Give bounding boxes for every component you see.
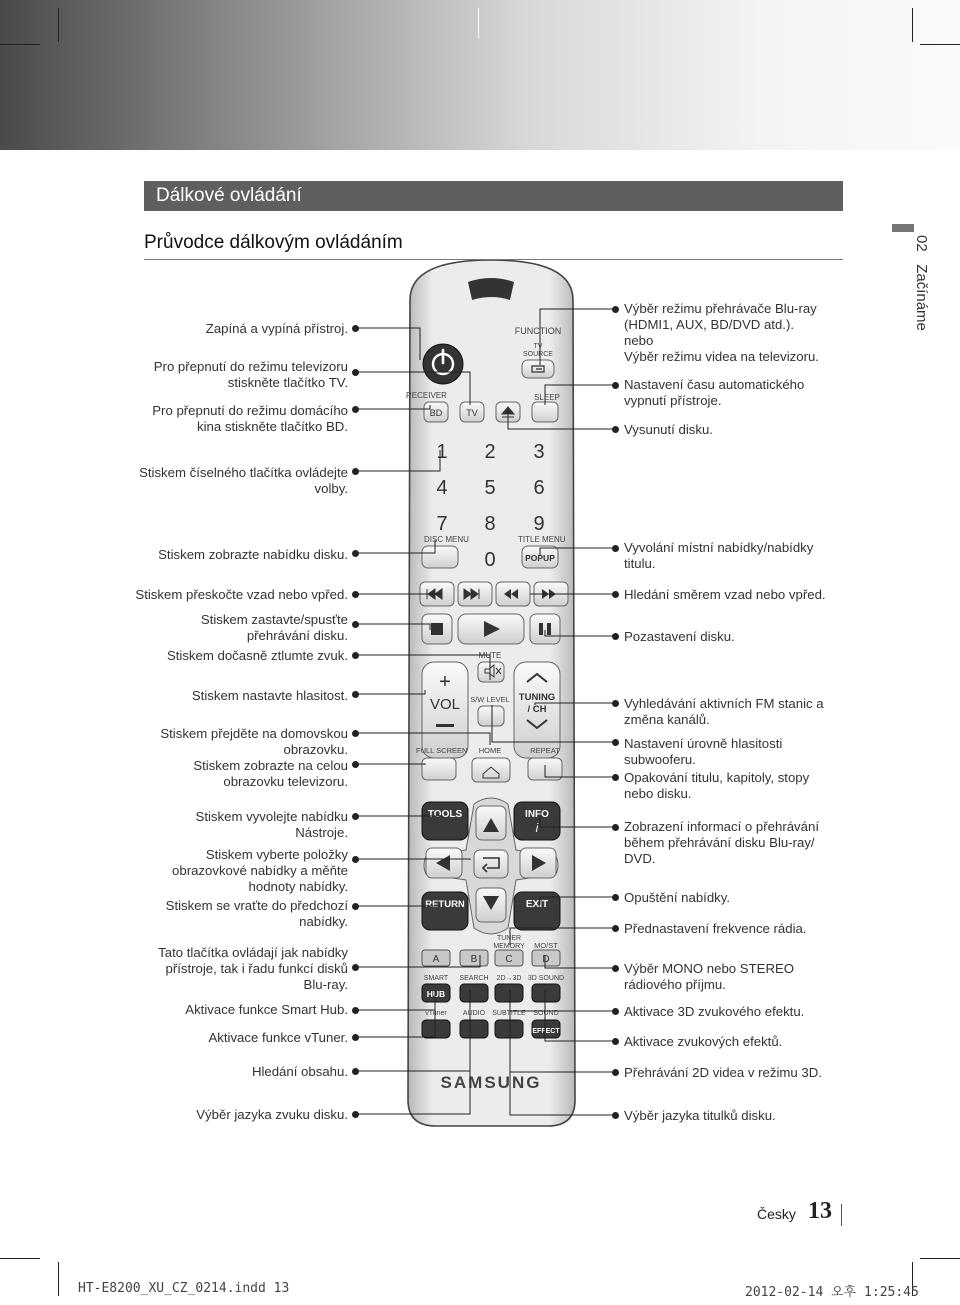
smart-label: SMART [423,975,449,982]
callout-line [355,624,430,630]
callout-text: Hledání směrem vzad nebo vpřed. [624,587,826,602]
callout-label-right [624,819,819,867]
callout-text: Zapíná a vypíná přístroj. [205,321,348,336]
callout-line [355,450,440,471]
callout-text: Blu-ray. [303,977,348,992]
callout-text: kina stiskněte tlačítko BD. [197,419,348,434]
callout-dot [352,1034,359,1041]
callout-line [355,815,440,816]
svg-text:i: i [535,821,539,835]
callout-text: vypnutí přístroje. [624,393,722,408]
callout-text: Aktivace funkce vTuner. [208,1030,348,1045]
callout-text: Vyhledávání aktivních FM stanic a [624,696,824,711]
footer-language: Česky [757,1206,796,1222]
tv-source-label-1: TV [533,343,543,350]
callout-line [545,765,615,777]
full-screen-label: FULL SCREEN [416,746,468,755]
callout-text: Opuštění nabídky. [624,890,731,905]
callout-text: Aktivace zvukových efektů. [624,1034,783,1049]
callout-label-left [192,688,348,704]
callout-label-left [252,1064,348,1080]
digit-6-button[interactable]: 6 [533,477,545,499]
digit-2-button[interactable]: 2 [484,441,496,463]
callout-dot [352,1007,359,1014]
exit-label: EXIT [525,899,549,910]
callout-dot [352,621,359,628]
callout-dot [612,894,619,901]
callout-dot [352,813,359,820]
callout-line [355,1011,470,1114]
callout-label-right [624,377,804,409]
callout-label-left [193,758,348,790]
callout-text: Stiskem nastavte hlasitost. [191,688,348,703]
callout-dot [352,468,359,475]
callout-text: Stiskem přeskočte vzad nebo vpřed. [135,587,348,602]
digit-0-button[interactable]: 0 [484,549,496,571]
callout-text: hodnoty nabídky. [248,879,348,894]
callout-line [355,990,435,1010]
callout-text: Výběr MONO nebo STEREO [624,961,795,976]
callout-label-right [624,629,735,645]
callout-dot [352,406,359,413]
audio-label: AUDIO [462,1010,486,1017]
callout-line [355,859,470,860]
callout-text: Zobrazení informací o přehrávání [624,819,819,834]
callout-line [355,655,490,680]
callout-label-right [624,301,819,365]
search-label: SEARCH [459,975,489,982]
digit-9-button[interactable]: 9 [533,513,545,535]
callout-text: Vysunutí disku. [624,422,713,437]
chapter-number: 02 [913,235,930,252]
callout-line [355,905,440,906]
callout-label-left [154,359,348,391]
callout-text: Aktivace 3D zvukového efektu. [624,1004,805,1019]
vol-label: VOL [429,696,461,713]
callout-dot [352,964,359,971]
callout-dot [352,369,359,376]
callout-line [492,705,615,742]
ch-label: / CH [527,704,547,715]
repeat-label: REPEAT [530,746,560,755]
callout-line [355,328,420,360]
tools-label: TOOLS [427,809,463,820]
callout-label-left [139,465,348,497]
callout-text: nabídky. [299,914,348,929]
tuner-memory-label-2: MEMORY [493,943,525,950]
callout-line [355,690,425,694]
callout-label-right [624,696,824,728]
callout-dot [352,730,359,737]
callout-label-left [196,1107,348,1123]
callout-dot [352,1111,359,1118]
callout-label-right [624,921,807,937]
callout-dot [352,761,359,768]
callout-label-left [160,726,348,758]
callout-label-right [624,1004,804,1020]
callout-line [355,405,430,409]
callout-text: Stiskem číselného tlačítka ovládejte [139,465,348,480]
callout-line [545,630,615,636]
callout-dot [612,1069,619,1076]
callout-text: Pro přepnutí do režimu televizoru [153,359,348,374]
callout-dot [352,691,359,698]
callout-line [355,372,470,405]
callout-text: Výběr jazyka zvuku disku. [196,1107,348,1122]
callout-label-right [624,422,713,438]
callout-label-left [158,945,348,993]
callout-line [540,897,615,905]
callout-label-right [624,890,730,906]
callout-text: Výběr jazyka titulků disku. [624,1108,776,1123]
callout-line [355,764,425,765]
callout-text: Nastavení úrovně hlasitosti [624,736,783,751]
callout-dot [612,824,619,831]
callout-text: Stiskem zobrazte nabídku disku. [158,547,348,562]
callout-dot [612,1038,619,1045]
tuning-label: TUNING [518,692,556,703]
callout-text: Aktivace funkce Smart Hub. [185,1002,348,1017]
slug-file: HT-E8200_XU_CZ_0214.indd 13 [78,1281,290,1296]
chapter-name: Začínáme [913,264,930,331]
callout-text: Stiskem dočasně ztlumte zvuk. [166,648,348,663]
callout-dot [612,700,619,707]
callout-text: rádiového příjmu. [624,977,726,992]
home-label: HOME [478,746,502,755]
callout-text: změna kanálů. [624,712,710,727]
callout-dot [612,774,619,781]
digit-7-button[interactable]: 7 [436,513,448,535]
callout-label-right [624,961,794,993]
callout-text: nebo [624,333,654,348]
callout-text: během přehrávání disku Blu-ray/ [624,835,815,850]
callout-text: stiskněte tlačítko TV. [227,375,348,390]
tv-label: TV [466,408,478,418]
callout-text: obrazovku televizoru. [223,774,348,789]
callout-label-left [185,1002,348,1018]
callout-label-right [624,540,813,572]
callout-dot [352,325,359,332]
callout-label-left [201,612,348,644]
2d-3d-label: 2D→3D [496,975,522,982]
callout-line [510,1011,615,1115]
callout-text: Stiskem vyvolejte nabídku [195,809,348,824]
mute-label: MUTE [478,651,502,660]
callout-dot [352,591,359,598]
callout-label-left [196,809,348,841]
page-number-bar [841,1204,842,1226]
callout-label-right [624,587,826,603]
sw-level-label: S/W LEVEL [470,695,510,704]
callout-label-right [624,1065,822,1081]
color-key-label: B [470,954,478,965]
callout-dot [612,382,619,389]
callout-label-left [206,321,348,337]
callout-text: Vyvolání místní nabídky/nabídky [624,540,814,555]
tv-source-label-2: SOURCE [523,351,553,358]
vtuner-label: vTuner [425,1010,447,1017]
callout-label-left [208,1030,348,1046]
popup-label: POPUP [525,553,555,563]
callout-text: Pro přepnutí do režimu domácího [152,403,348,418]
info-label: INFO [525,809,549,820]
callout-label-right [624,770,809,802]
disc-menu-label: DISC MENU [424,535,469,544]
callout-line [510,990,615,1011]
callout-text: Stiskem přejděte na domovskou [160,726,348,741]
callout-line [510,990,615,1072]
callout-text: obrazovku. [283,742,348,757]
page-number: 13 [808,1198,832,1224]
callout-text: Hledání obsahu. [251,1064,348,1079]
callout-dot [612,545,619,552]
digit-1-button[interactable]: 1 [436,441,448,463]
tuner-memory-label-1: TUNER [496,935,522,942]
callout-line [540,309,615,365]
callout-text: Opakování titulu, kapitoly, stopy [624,770,810,785]
title-menu-label: TITLE MENU [518,535,566,544]
callout-text: Nastavení času automatického [624,377,805,392]
callout-text: přehrávání disku. [246,628,348,643]
callout-line [508,410,615,429]
callout-text: nebo disku. [624,786,692,801]
callout-line [355,733,490,745]
callout-line [355,540,435,553]
callout-dot [612,591,619,598]
callout-label-left [152,403,348,435]
callout-text: volby. [314,481,348,496]
function-label: FUNCTION [514,326,562,336]
callout-dot [612,426,619,433]
callout-dot [612,633,619,640]
callout-line [540,548,615,555]
svg-text:+: + [439,671,451,693]
callout-text: (HDMI1, AUX, BD/DVD atd.). [624,317,795,332]
callout-dot [352,652,359,659]
callout-dot [612,965,619,972]
callout-dot [352,1068,359,1075]
callout-text: obrazovkové nabídky a měňte [172,863,348,878]
callout-text: Stiskem zobrazte na celou [193,758,348,773]
callout-label-right [624,736,782,768]
callout-label-right [624,1108,776,1124]
receiver-label: RECEIVER [406,391,447,400]
callout-dot [612,739,619,746]
callout-text: Výběr režimu přehrávače Blu-ray [624,301,817,316]
callout-line [355,990,470,1071]
callout-text: Tato tlačítka ovládají jak nabídky [158,945,348,960]
callout-text: přístroje, tak i řadu funkcí disků [165,961,348,976]
return-label: RETURN [425,899,465,910]
page-subtitle: Průvodce dálkovým ovládáním [144,232,403,253]
callout-text: Přehrávání 2D videa v režimu 3D. [624,1065,822,1080]
sound-label: SOUND [533,1010,559,1017]
subtitle-label: SUBTITLE [492,1010,526,1017]
slug-date: 2012-02-14 오후 1:25:45 [745,1285,919,1300]
samsung-logo: SAMSUNG [440,1073,542,1092]
digit-8-button[interactable]: 8 [484,513,496,535]
callout-label-left [158,547,348,563]
bd-label: BD [429,408,443,418]
callout-dot [612,1112,619,1119]
callout-line [545,385,615,405]
callout-dot [352,550,359,557]
callout-text: Stiskem se vraťte do předchozí [165,898,348,913]
color-key-label: A [432,954,440,965]
callout-text: Nástroje. [295,825,348,840]
callout-line [355,1010,435,1037]
callout-dot [352,856,359,863]
callout-text: Přednastavení frekvence rádia. [624,921,807,936]
callout-label-left [135,587,348,603]
callout-text: Stiskem zastavte/spusťte [200,612,348,627]
callout-dot [352,903,359,910]
callout-text: Stiskem vyberte položky [205,847,348,862]
mo-st-label: MO/ST [534,941,558,950]
3d-sound-label: 3D SOUND [527,975,565,982]
callout-line [540,815,615,827]
callout-dot [612,925,619,932]
callout-text: DVD. [624,851,656,866]
callout-line [545,990,615,1041]
color-key-label: D [542,954,550,965]
callout-dot [612,306,619,313]
digit-4-button[interactable]: 4 [436,477,448,499]
digit-3-button[interactable]: 3 [533,441,545,463]
callout-line [545,955,615,968]
effect-label: EFFECT [532,1028,560,1035]
callout-label-right [624,1034,782,1050]
callout-text: subwooferu. [624,752,696,767]
callout-label-left [166,898,348,930]
callout-text: Pozastavení disku. [624,629,735,644]
callout-text: Výběr režimu videa na televizoru. [624,349,819,364]
hub-label: HUB [426,989,446,999]
sleep-label: SLEEP [534,393,560,402]
callout-line [510,928,615,945]
callout-label-left [167,648,348,664]
callout-text: titulu. [624,556,656,571]
digit-5-button[interactable]: 5 [484,477,496,499]
color-key-label: C [505,954,513,965]
callout-label-left [172,847,348,895]
section-title: Dálkové ovládání [144,181,843,211]
callout-line [355,955,480,967]
callout-line [535,703,615,705]
callout-dot [612,1008,619,1015]
